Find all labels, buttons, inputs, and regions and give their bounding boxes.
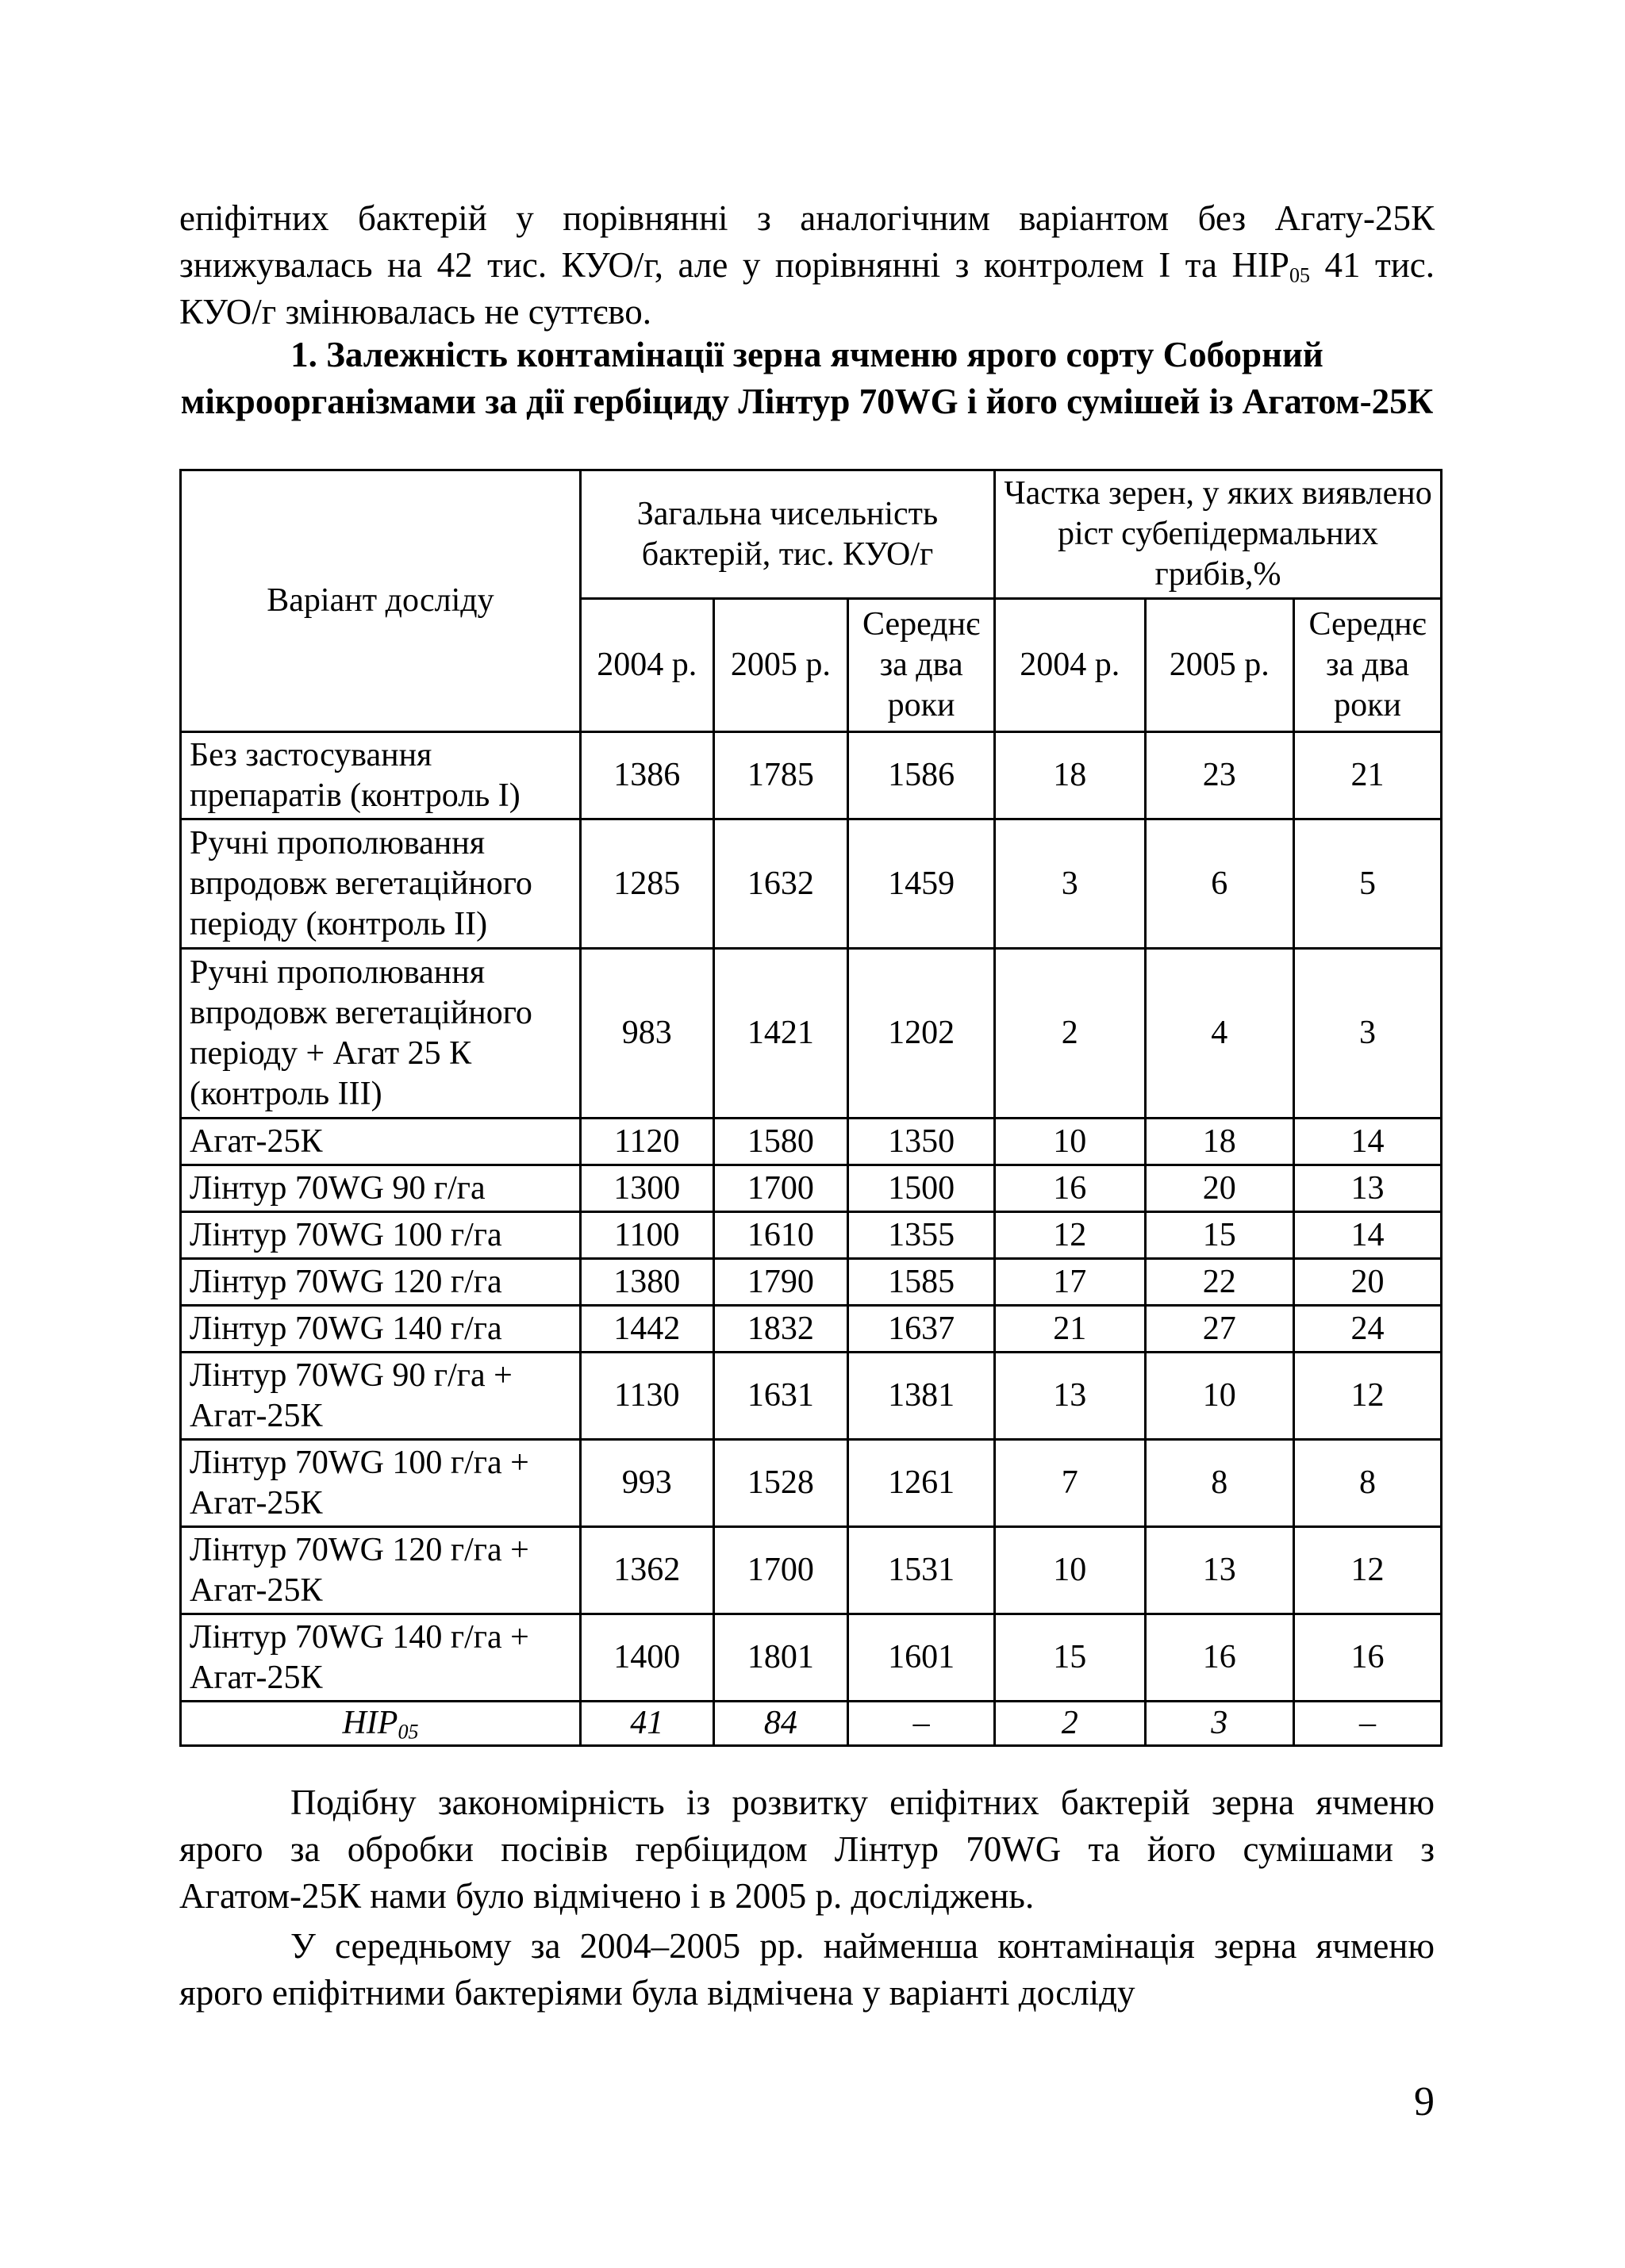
- value-cell: 21: [1294, 732, 1442, 819]
- value-cell: 10: [995, 1119, 1146, 1165]
- header-bacteria-2004: 2004 р.: [580, 599, 713, 732]
- variant-cell: Ручні прополювання впродовж вегетаційного періоду (контроль ІІ): [181, 819, 581, 949]
- intro-paragraph: епіфітних бактерій у порівнянні з аналогічним варіантом без Агату-25К знижувалась на 42 тис. КУО/г, але у порівнянні з контролем І та $НІР_{05}$ 41 тис. КУО/г змінювалась не суттєво.: [179, 198, 1435, 332]
- table-body: [181, 732, 1442, 1746]
- variant-cell: Агат-25К: [181, 1119, 581, 1165]
- value-cell: 17: [995, 1259, 1146, 1306]
- value-cell: 1610: [713, 1212, 848, 1259]
- variant-cell: Без застосування препаратів (контроль І): [181, 732, 581, 819]
- table-row: [181, 1212, 1442, 1259]
- value-cell: 10: [1145, 1353, 1294, 1440]
- value-cell: 8: [1294, 1440, 1442, 1527]
- table-row: [181, 732, 1442, 819]
- paragraph-3: У середньому за 2004–2005 рр. найменша контамінація зерна ячменю ярого епіфітними бактеріями була відмічена у варіанті досліду: [179, 1926, 1435, 2013]
- value-cell: 983: [580, 949, 713, 1119]
- value-cell: 12: [1294, 1353, 1442, 1440]
- value-cell: 1285: [580, 819, 713, 949]
- variant-cell: Лінтур 70WG 100 г/га + Агат-25К: [181, 1440, 581, 1527]
- value-cell: 1631: [713, 1353, 848, 1440]
- value-cell: 10: [995, 1527, 1146, 1614]
- value-cell: 15: [995, 1614, 1146, 1702]
- variant-cell: Лінтур 70WG 120 г/га: [181, 1259, 581, 1306]
- value-cell: 12: [995, 1212, 1146, 1259]
- header-variant: Варіант досліду: [181, 470, 581, 732]
- value-cell: 27: [1145, 1306, 1294, 1353]
- value-cell: 24: [1294, 1306, 1442, 1353]
- header-fungi-average: Середнє за два роки: [1294, 599, 1442, 732]
- value-cell: 16: [995, 1165, 1146, 1212]
- value-cell: 16: [1294, 1614, 1442, 1702]
- table-row: [181, 1353, 1442, 1440]
- value-cell: 23: [1145, 732, 1294, 819]
- value-cell: 1381: [848, 1353, 995, 1440]
- value-cell: 12: [1294, 1527, 1442, 1614]
- value-cell: 1531: [848, 1527, 995, 1614]
- table-row: [181, 1259, 1442, 1306]
- header-fungi-2004: 2004 р.: [995, 599, 1146, 732]
- value-cell: 1785: [713, 732, 848, 819]
- lsd-label-cell: $НІР_{05}$: [181, 1702, 581, 1746]
- lsd-row: [181, 1702, 1442, 1746]
- value-cell: 4: [1145, 949, 1294, 1119]
- table-row: [181, 819, 1442, 949]
- value-cell: 1637: [848, 1306, 995, 1353]
- table-row: [181, 1306, 1442, 1353]
- lsd-value-cell: 2: [995, 1702, 1146, 1746]
- variant-cell: Лінтур 70WG 140 г/га: [181, 1306, 581, 1353]
- table-caption: 1. Залежність контамінації зерна ячменю ярого сорту Соборний мікроорганізмами за дії гербіциду Лінтур 70WG і його сумішей із Агатом-25К: [180, 335, 1434, 421]
- value-cell: 1100: [580, 1212, 713, 1259]
- header-bacteria-2005: 2005 р.: [713, 599, 848, 732]
- page-number: 9: [1414, 2079, 1435, 2124]
- data-table: [179, 469, 1443, 1747]
- lsd-value-cell: –: [1294, 1702, 1442, 1746]
- value-cell: 1500: [848, 1165, 995, 1212]
- variant-cell: Лінтур 70WG 140 г/га + Агат-25К: [181, 1614, 581, 1702]
- variant-cell: Ручні прополювання впродовж вегетаційного періоду + Агат 25 К (контроль ІІІ): [181, 949, 581, 1119]
- value-cell: 6: [1145, 819, 1294, 949]
- value-cell: 14: [1294, 1119, 1442, 1165]
- value-cell: 21: [995, 1306, 1146, 1353]
- value-cell: 5: [1294, 819, 1442, 949]
- value-cell: 1528: [713, 1440, 848, 1527]
- value-cell: 1832: [713, 1306, 848, 1353]
- variant-cell: Лінтур 70WG 100 г/га: [181, 1212, 581, 1259]
- value-cell: 20: [1145, 1165, 1294, 1212]
- table-row: [181, 1527, 1442, 1614]
- value-cell: 1386: [580, 732, 713, 819]
- table-row: [181, 1119, 1442, 1165]
- header-fungi-group: Частка зерен, у яких виявлено ріст субепідермальних грибів,%: [995, 470, 1442, 599]
- value-cell: 1261: [848, 1440, 995, 1527]
- table-row: [181, 1614, 1442, 1702]
- value-cell: 1130: [580, 1353, 713, 1440]
- table-row: [181, 1440, 1442, 1527]
- value-cell: 1202: [848, 949, 995, 1119]
- value-cell: 3: [995, 819, 1146, 949]
- table-row: [181, 1165, 1442, 1212]
- value-cell: 1350: [848, 1119, 995, 1165]
- value-cell: 1700: [713, 1165, 848, 1212]
- value-cell: 1790: [713, 1259, 848, 1306]
- header-bacteria-average: Середнє за два роки: [848, 599, 995, 732]
- value-cell: 1700: [713, 1527, 848, 1614]
- value-cell: 1585: [848, 1259, 995, 1306]
- variant-cell: Лінтур 70WG 90 г/га + Агат-25К: [181, 1353, 581, 1440]
- value-cell: 1580: [713, 1119, 848, 1165]
- value-cell: 993: [580, 1440, 713, 1527]
- value-cell: 1355: [848, 1212, 995, 1259]
- value-cell: 1586: [848, 732, 995, 819]
- value-cell: 1362: [580, 1527, 713, 1614]
- value-cell: 1601: [848, 1614, 995, 1702]
- value-cell: 8: [1145, 1440, 1294, 1527]
- variant-cell: Лінтур 70WG 90 г/га: [181, 1165, 581, 1212]
- lsd-value-cell: –: [848, 1702, 995, 1746]
- value-cell: 18: [995, 732, 1146, 819]
- value-cell: 1459: [848, 819, 995, 949]
- header-fungi-2005: 2005 р.: [1145, 599, 1294, 732]
- value-cell: 20: [1294, 1259, 1442, 1306]
- value-cell: 15: [1145, 1212, 1294, 1259]
- header-bacteria-group: Загальна чисельність бактерій, тис. КУО/г: [580, 470, 994, 599]
- value-cell: 7: [995, 1440, 1146, 1527]
- value-cell: 16: [1145, 1614, 1294, 1702]
- lsd-value-cell: 3: [1145, 1702, 1294, 1746]
- value-cell: 1801: [713, 1614, 848, 1702]
- value-cell: 18: [1145, 1119, 1294, 1165]
- value-cell: 13: [1145, 1527, 1294, 1614]
- value-cell: 1421: [713, 949, 848, 1119]
- value-cell: 1400: [580, 1614, 713, 1702]
- lsd-value-cell: 84: [713, 1702, 848, 1746]
- value-cell: 14: [1294, 1212, 1442, 1259]
- value-cell: 1300: [580, 1165, 713, 1212]
- paragraph-2: Подібну закономірність із розвитку епіфітних бактерій зерна ячменю ярого за обробки посівів гербіцидом Лінтур 70WG та його сумішами з Агатом-25К нами було відмічено і в 2005 р. досліджень.: [179, 1783, 1435, 1916]
- value-cell: 13: [995, 1353, 1146, 1440]
- table-row: [181, 949, 1442, 1119]
- value-cell: 22: [1145, 1259, 1294, 1306]
- value-cell: 13: [1294, 1165, 1442, 1212]
- value-cell: 1442: [580, 1306, 713, 1353]
- value-cell: 1632: [713, 819, 848, 949]
- value-cell: 1120: [580, 1119, 713, 1165]
- value-cell: 3: [1294, 949, 1442, 1119]
- variant-cell: Лінтур 70WG 120 г/га + Агат-25К: [181, 1527, 581, 1614]
- value-cell: 1380: [580, 1259, 713, 1306]
- lsd-value-cell: 41: [580, 1702, 713, 1746]
- value-cell: 2: [995, 949, 1146, 1119]
